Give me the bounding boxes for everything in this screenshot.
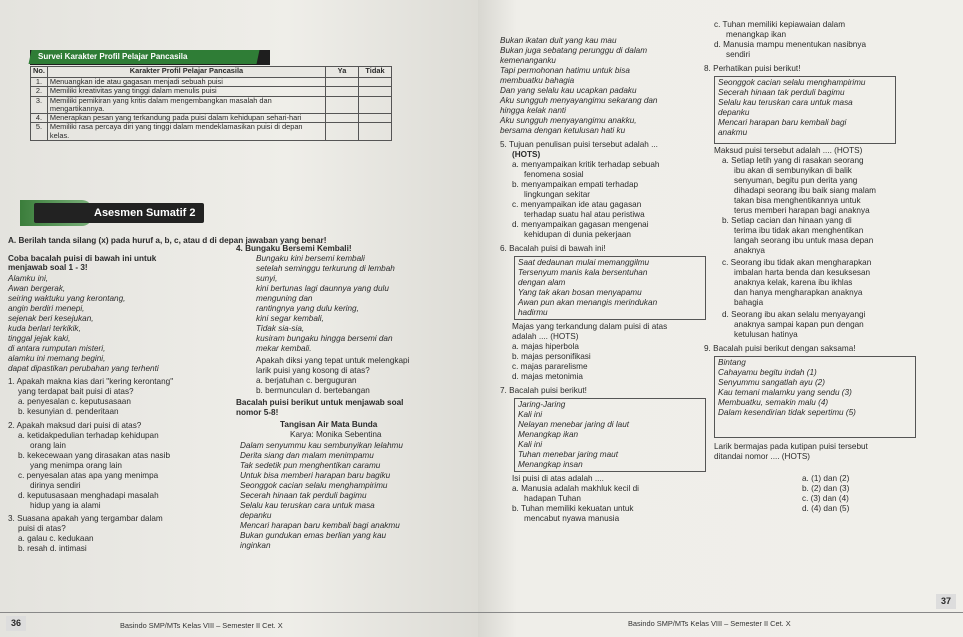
poem-line: Menangkap ikan (518, 430, 579, 439)
ya-cell[interactable] (326, 114, 359, 123)
answer-options[interactable]: b. kesunyian d. penderitaan (18, 407, 119, 416)
answer-option: dirinya sendiri (30, 481, 81, 490)
poem-line: dengan alam (518, 278, 566, 287)
poem-line: hingga kelak nanti (500, 106, 567, 115)
poem-line: Mencari harapan baru kembali bagi anakmu (240, 521, 400, 530)
poem-line: Dalam kesendirian tidak sepertimu (5) (718, 408, 856, 417)
answer-option[interactable]: a. majas hiperbola (512, 342, 579, 351)
left-page (0, 0, 478, 637)
question-6: Majas yang terkandung dalam puisi di atas (512, 322, 668, 331)
answer-option[interactable]: b. menyampaikan empati terhadap (512, 180, 639, 189)
poem-title: Bintang (718, 358, 746, 367)
answer-option[interactable]: c. (3) dan (4) (802, 494, 849, 503)
answer-option: orang lain (30, 441, 66, 450)
answer-option[interactable]: a. ketidakpedulian terhadap kehidupan (18, 431, 159, 440)
answer-option: ketulusan hatinya (734, 330, 798, 339)
poem-line: di antara rumputan misteri, (8, 344, 106, 353)
answer-option[interactable]: c. Seorang ibu tidak akan mengharapkan (722, 258, 872, 267)
reading-instruction: nomor 5-8! (236, 408, 279, 417)
answer-option[interactable]: d. majas metonimia (512, 372, 583, 381)
answer-option[interactable]: a. Manusia adalah makhluk kecil di (512, 484, 639, 493)
poem-line: Senyummu sangatlah ayu (2) (718, 378, 825, 387)
question-4-title: 4. Bungaku Bersemi Kembali! (236, 244, 352, 253)
ya-cell[interactable] (326, 123, 359, 141)
question-4: larik puisi yang kosong di atas? (256, 366, 370, 375)
poem-line: depanku (240, 511, 272, 520)
instruction-a: A. Berilah tanda silang (x) pada huruf a, b, c, atau d di depan jawaban yang benar! (8, 236, 327, 245)
answer-option[interactable]: d. Seorang ibu akan selalu menyayangi (722, 310, 866, 319)
row-text: Memiliki kreativitas yang tinggi dalam menulis puisi (47, 87, 325, 96)
poem-line: tinggal jejak kaki, (8, 334, 71, 343)
ya-cell[interactable] (326, 78, 359, 87)
answer-options[interactable]: a. penyesalan c. keputusasaan (18, 397, 131, 406)
answer-options[interactable]: b. bermunculan d. bertebangan (256, 386, 370, 395)
answer-option[interactable]: a. Setiap letih yang di rasakan seorang (722, 156, 864, 165)
question-6: 6. Bacalah puisi di bawah ini! (500, 244, 606, 253)
row-no: 3. (31, 96, 48, 114)
answer-option: bahagia (734, 298, 764, 307)
poem-line: Kali ini (518, 440, 543, 449)
poem-line: Selalu kau teruskan cara untuk masa (240, 501, 375, 510)
answer-option: ibu akan di sembunyikan di balik (734, 166, 852, 175)
poem-line: Bukan gundukan emas berlian yang kau (240, 531, 387, 540)
question-3: 3. Suasana apakah yang tergambar dalam (8, 514, 163, 523)
answer-option: anaknya sampai kapan pun dengan (734, 320, 864, 329)
question-8: Maksud puisi tersebut adalah .... (HOTS) (714, 146, 863, 155)
answer-option[interactable]: d. menyampaikan gagasan mengenai (512, 220, 649, 229)
answer-option: terhadap suatu hal atau peristiwa (524, 210, 645, 219)
answer-option: sendiri (726, 50, 751, 59)
question-3: puisi di atas? (18, 524, 66, 533)
tidak-cell[interactable] (359, 114, 392, 123)
poem-line: inginkan (240, 541, 271, 550)
poem-line: kemenanganku (500, 56, 556, 65)
tidak-cell[interactable] (359, 87, 392, 96)
answer-option[interactable]: c. penyesalan atas apa yang menimpa (18, 471, 159, 480)
question-6: adalah .... (HOTS) (512, 332, 579, 341)
poem-line: rantingnya yang dulu kering, (256, 304, 359, 313)
page-number: 36 (6, 616, 26, 631)
answer-option: dan hanya mengharapkan anaknya (734, 288, 863, 297)
answer-option: kehidupan di dunia pekerjaan (524, 230, 631, 239)
reading-instruction: menjawab soal 1 - 3! (8, 263, 88, 272)
row-text: Menerapkan pesan yang terkandung pada puisi dalam kehidupan sehari-hari (47, 114, 325, 123)
row-text: Memiliki pemikiran yang kritis dalam mengembangkan masalah dan mengartikannya. (47, 96, 325, 114)
poem-line: Untuk bisa memberi harapan baru bagiku (240, 471, 391, 480)
poem-line: Tidak sia-sia, (256, 324, 305, 333)
hots-badge: (HOTS) (512, 150, 541, 159)
poem-line: Menangkap insan (518, 460, 583, 469)
answer-option: anaknya (734, 246, 765, 255)
answer-option: anaknya kelak, karena ibu ikhlas (734, 278, 853, 287)
asesmen-title: Asesmen Sumatif 2 (34, 203, 204, 223)
row-no: 1. (31, 78, 48, 87)
poem-line: Yang tak akan bosan menyapamu (518, 288, 642, 297)
poem-title: Jaring-Jaring (518, 400, 566, 409)
reading-instruction: Bacalah puisi berikut untuk menjawab soal (236, 398, 404, 407)
table-row (31, 87, 392, 96)
poem-line: sunyi, (256, 274, 278, 283)
answer-option[interactable]: c. Tuhan memiliki kepiawaian dalam (714, 20, 846, 29)
profil-table-header (31, 67, 392, 78)
answer-option: senyuman, begitu pun derita yang (734, 176, 858, 185)
poem-line: Nelayan menebar jaring di laut (518, 420, 630, 429)
header-no: No. (31, 67, 48, 78)
poem-line: Aku sungguh menyayangimu anakku, (500, 116, 637, 125)
poem-line: Secerah hinaan tak perduli bagimu (240, 491, 367, 500)
poem-title: Tangisan Air Mata Bunda (280, 420, 378, 429)
row-text: Memiliki rasa percaya diri yang tinggi dalam mendeklamasikan puisi di depan kelas. (47, 123, 325, 141)
poem-author: Karya: Monika Sebentina (290, 430, 382, 439)
poem-line: sejenak beri kesejukan, (8, 314, 94, 323)
answer-option: terus memberi harapan bagi anaknya (734, 206, 870, 215)
poem-line: Dan yang selalu kau ucapkan padaku (500, 86, 637, 95)
answer-option: hadapan Tuhan (524, 494, 581, 503)
right-page (478, 0, 963, 637)
answer-option: lingkungan sekitar (524, 190, 590, 199)
tidak-cell[interactable] (359, 123, 392, 141)
poem-line: Membuatku, semakin malu (4) (718, 398, 829, 407)
answer-option: dihadapi seorang ibu baik siang malam (734, 186, 877, 195)
poem-line: Tak sedetik pun menghentikan caramu (240, 461, 381, 470)
row-no: 4. (31, 114, 48, 123)
poem-line: kuda berlari terkikik, (8, 324, 81, 333)
page-footer: Basindo SMP/MTs Kelas VIII – Semester II Cet. X (628, 619, 791, 628)
answer-option: yang menimpa orang lain (30, 461, 122, 470)
question-9: 9. Bacalah puisi berikut dengan saksama! (704, 344, 856, 353)
tidak-cell[interactable] (359, 78, 392, 87)
answer-option[interactable]: d. Manusia mampu menentukan nasibnya (714, 40, 867, 49)
poem-line: Seonggok cacian selalu menghampirimu (240, 481, 388, 490)
page-number: 37 (936, 594, 956, 609)
poem-line: Saat dedaunan mulai memanggilmu (518, 258, 650, 267)
answer-option[interactable]: b. Setiap cacian dan hinaan yang di (722, 216, 852, 225)
poem-line: Bukan juga sebatang perunggu di dalam (500, 46, 648, 55)
question-2: 2. Apakah maksud dari puisi di atas? (8, 421, 142, 430)
answer-option[interactable]: c. majas pararelisme (512, 362, 588, 371)
row-no: 5. (31, 123, 48, 141)
poem-line: Bukan ikatan duit yang kau mau (500, 36, 617, 45)
answer-option: fenomena sosial (524, 170, 584, 179)
header-karakter: Karakter Profil Pelajar Pancasila (47, 67, 325, 78)
poem-line: Derita siang dan malam menimpamu (240, 451, 374, 460)
table-row (31, 96, 392, 114)
question-9: Larik bermajas pada kutipan puisi tersebut (714, 442, 868, 451)
poem-line: menguning dan (256, 294, 313, 303)
poem-line: Tapi permohonan hatimu untuk bisa (500, 66, 630, 75)
poem-line: depanku (718, 108, 750, 117)
profil-title: Survei Karakter Profil Pelajar Pancasila (29, 50, 260, 64)
poem-line: membuatku bahagia (500, 76, 575, 85)
poem-line: Alamku ini, (8, 274, 49, 283)
footer-divider (478, 612, 963, 613)
poem-line: Dalam senyummu kau sembunyikan lelahmu (240, 441, 403, 450)
question-5: 5. Tujuan penulisan puisi tersebut adalah ... (500, 140, 658, 149)
poem-line: seiring waktuku yang kerontang, (8, 294, 126, 303)
row-text: Menuangkan ide atau gagasan menjadi sebuah puisi (47, 78, 325, 87)
row-no: 2. (31, 87, 48, 96)
answer-option: menangkap ikan (726, 30, 787, 39)
profil-table (30, 66, 392, 141)
poem-line: alamku ini memang begini, (8, 354, 106, 363)
poem-line: Seonggok cacian selalu menghampirimu (718, 78, 866, 87)
poem-line: Aku sungguh menyayangimu sekarang dan (500, 96, 658, 105)
poem-line: anakmu (718, 128, 748, 137)
header-tidak: Tidak (359, 67, 392, 78)
question-1: yang terdapat bait puisi di atas? (18, 387, 134, 396)
poem-line: Selalu kau teruskan cara untuk masa (718, 98, 853, 107)
poem-line: kini segar kembali, (256, 314, 324, 323)
header-ya: Ya (326, 67, 359, 78)
ya-cell[interactable] (326, 87, 359, 96)
poem-line: mekar kembali. (256, 344, 312, 353)
poem-line: setelah seminggu terkurung di lembah (256, 264, 395, 273)
poem-line: kini bertunas lagi daunnya yang dulu (256, 284, 389, 293)
answer-options[interactable]: b. resah d. intimasi (18, 544, 87, 553)
question-1: 1. Apakah makna kias dari "kering kerontang" (8, 377, 174, 386)
answer-option[interactable]: d. (4) dan (5) (802, 504, 850, 513)
answer-option: terima ibu tidak akan menghentikan (734, 226, 864, 235)
question-7: 7. Bacalah puisi berikut! (500, 386, 587, 395)
tidak-cell[interactable] (359, 96, 392, 114)
poem-line: Kali ini (518, 410, 543, 419)
answer-option[interactable]: a. menyampaikan kritik terhadap sebuah (512, 160, 660, 169)
answer-option[interactable]: b. (2) dan (3) (802, 484, 850, 493)
poem-line: Bungaku kini bersemi kembali (256, 254, 365, 263)
poem-line: Secerah hinaan tak perduli bagimu (718, 88, 845, 97)
poem-line: Awan bergerak, (8, 284, 66, 293)
poem-line: Mencari harapan baru kembali bagi (718, 118, 847, 127)
poem-line: hadirmu (518, 308, 548, 317)
poem-line: Awan pun akan menangis merindukan (518, 298, 658, 307)
table-row (31, 123, 392, 141)
answer-option[interactable]: a. (1) dan (2) (802, 474, 850, 483)
answer-option: hidup yang ia alami (30, 501, 101, 510)
answer-options[interactable]: a. berjatuhan c. berguguran (256, 376, 357, 385)
answer-option[interactable]: b. kekecewaan yang dirasakan atas nasib (18, 451, 171, 460)
answer-option[interactable]: c. menyampaikan ide atau gagasan (512, 200, 642, 209)
answer-option[interactable]: b. majas personifikasi (512, 352, 591, 361)
poem-line: angin berdiri menepi, (8, 304, 85, 313)
poem-line: Cahayamu begitu indah (1) (718, 368, 817, 377)
answer-option: mencabut nyawa manusia (524, 514, 620, 523)
answer-option[interactable]: d. keputusasaan menghadapi masalah (18, 491, 159, 500)
answer-options[interactable]: a. galau c. kedukaan (18, 534, 94, 543)
footer-divider (0, 612, 478, 613)
poem-line: Tersenyum manis kala bersentuhan (518, 268, 648, 277)
question-7: Isi puisi di atas adalah .... (512, 474, 604, 483)
poem-line: bersama dengan ketulusan hati ku (500, 126, 626, 135)
reading-instruction: Coba bacalah puisi di bawah ini untuk (8, 254, 157, 263)
answer-option[interactable]: b. Tuhan memiliki kekuatan untuk (512, 504, 634, 513)
question-9: ditandai nomor .... (HOTS) (714, 452, 811, 461)
poem-line: Kau temani malamku yang sendu (3) (718, 388, 852, 397)
answer-option: imbalan harta benda dan kesuksesan (734, 268, 871, 277)
answer-option: takan bisa menghentikannya untuk (734, 196, 861, 205)
ya-cell[interactable] (326, 96, 359, 114)
poem-line: Tuhan menebar jaring maut (518, 450, 618, 459)
poem-line: kusiram bungaku hingga bersemi dan (256, 334, 393, 343)
poem-line: dapat dipastikan perubahan yang terhenti (8, 364, 159, 373)
page-footer: Basindo SMP/MTs Kelas VIII – Semester II Cet. X (120, 621, 283, 630)
answer-option: langah seorang ibu untuk masa depan (734, 236, 874, 245)
question-8: 8. Perhatikan puisi berikut! (704, 64, 801, 73)
question-4: Apakah diksi yang tepat untuk melengkapi (256, 356, 410, 365)
